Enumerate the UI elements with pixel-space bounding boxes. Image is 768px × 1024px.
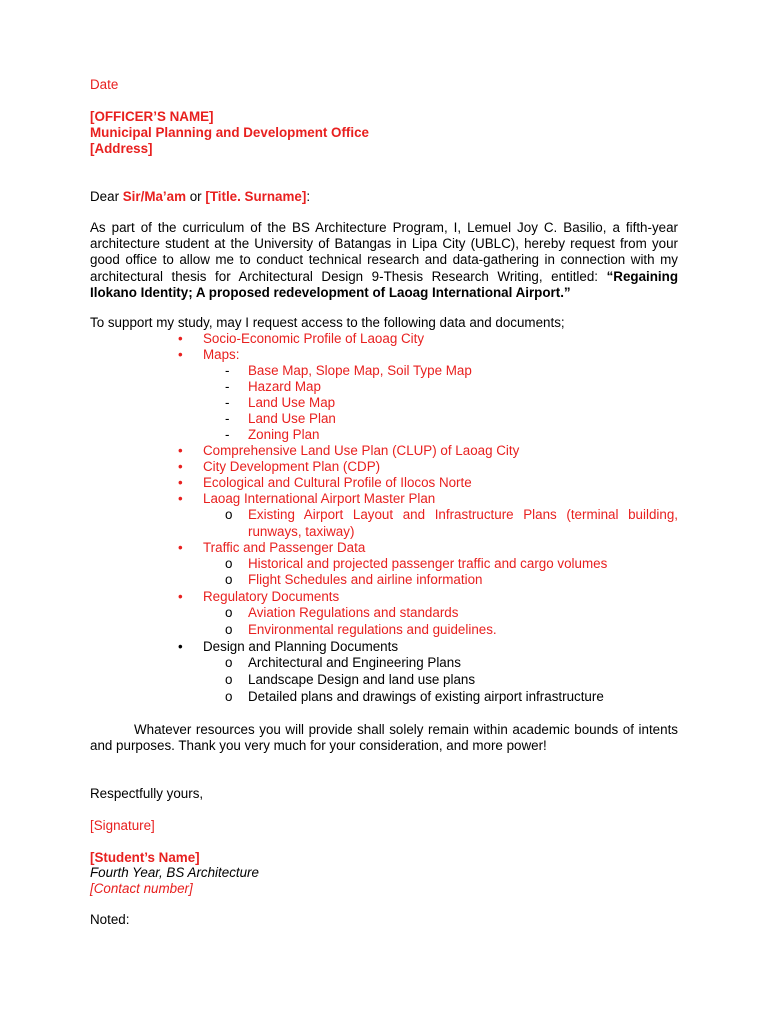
list-item-text: Laoag International Airport Master Plan [203,491,436,506]
list-item-text: Land Use Map [248,395,336,410]
salutation-sir: Sir/Ma’am [122,189,187,204]
salutation-dear: Dear [90,189,123,204]
dash-marker: - [225,411,230,426]
list-item-text: Aviation Regulations and standards [248,605,459,620]
list-item-text: Traffic and Passenger Data [203,540,366,555]
salutation [90,189,310,205]
bullet-marker: • [178,475,183,490]
list-item-text: Design and Planning Documents [203,639,399,654]
dash-marker: - [225,379,230,394]
list-item-text: Landscape Design and land use plans [248,672,476,687]
circle-marker: o [225,572,233,587]
closing-paragraph: Whatever resources you will provide shall solely remain within academic bounds of intents and purposes. Thank you very much for your consideration, and more power! [90,722,678,754]
signature-placeholder: [Signature] [90,818,155,833]
date-line: Date [90,77,119,92]
list-item-text: Land Use Plan [248,411,336,426]
list-item-text: Base Map, Slope Map, Soil Type Map [248,363,472,378]
salutation-colon: : [306,189,311,204]
list-item-text: Ecological and Cultural Profile of Ilocos Norte [203,475,472,490]
dash-marker: - [225,427,230,442]
list-item-text: Comprehensive Land Use Plan (CLUP) of Laoag City [203,443,520,458]
salutation-or: or [186,189,206,204]
bullet-marker: • [178,459,183,474]
intro-paragraph [90,220,678,301]
circle-marker: o [225,655,233,670]
list-item-text: Regulatory Documents [203,589,340,604]
intro-text: As part of the curriculum of the BS Architecture Program, I, Lemuel Joy C. Basilio, a fifth-year architecture student at the University of Batangas in Lipa City (UBLC), hereby request from your good office to allow me to conduct technical research and data-gathering in connection with my architectural thesis for Architectural Design 9-Thesis Research Writing, entitled: [90,220,678,284]
sign-off: Respectfully yours, [90,786,204,801]
bullet-marker: • [178,491,183,506]
bullet-marker: • [178,331,183,346]
student-year: Fourth Year, BS Architecture [90,865,259,880]
bullet-marker: • [178,589,183,604]
list-item-text: Maps: [203,347,240,362]
bullet-marker: • [178,639,183,654]
circle-marker: o [225,556,233,571]
thesis-title: “Regaining Ilokano Identity; A proposed redevelopment of Laoag International Airport.” [90,268,678,300]
noted-label: Noted: [90,912,130,927]
list-item-text: Flight Schedules and airline information [248,572,483,587]
bullet-marker: • [178,540,183,555]
bullet-marker: • [178,443,183,458]
list-item-text: Zoning Plan [248,427,320,442]
circle-marker: o [225,689,233,704]
list-item-text: City Development Plan (CDP) [203,459,381,474]
recipient-office: Municipal Planning and Development Office [90,125,370,140]
circle-marker: o [225,672,233,687]
dash-marker: - [225,363,230,378]
circle-marker: o [225,507,233,522]
dash-marker: - [225,395,230,410]
student-contact: [Contact number] [90,881,193,896]
recipient-name: [OFFICER’S NAME] [90,109,214,124]
recipient-address: [Address] [90,141,153,156]
list-item-text: Historical and projected passenger traffic and cargo volumes [248,556,608,571]
salutation-title: [Title. Surname] [205,189,307,204]
list-item-text: Architectural and Engineering Plans [248,655,461,670]
list-item-text: Hazard Map [248,379,321,394]
circle-marker: o [225,622,233,637]
student-name: [Student’s Name] [90,850,200,865]
list-item-text: Socio-Economic Profile of Laoag City [203,331,425,346]
list-item-text: Environmental regulations and guidelines. [248,622,497,637]
circle-marker: o [225,605,233,620]
list-item-text: Existing Airport Layout and Infrastructure Plans (terminal building, runways, taxiway) [248,507,678,539]
bullet-marker: • [178,347,183,362]
request-intro: To support my study, may I request access to the following data and documents; [90,315,565,330]
list-item-text: Detailed plans and drawings of existing airport infrastructure [248,689,604,704]
